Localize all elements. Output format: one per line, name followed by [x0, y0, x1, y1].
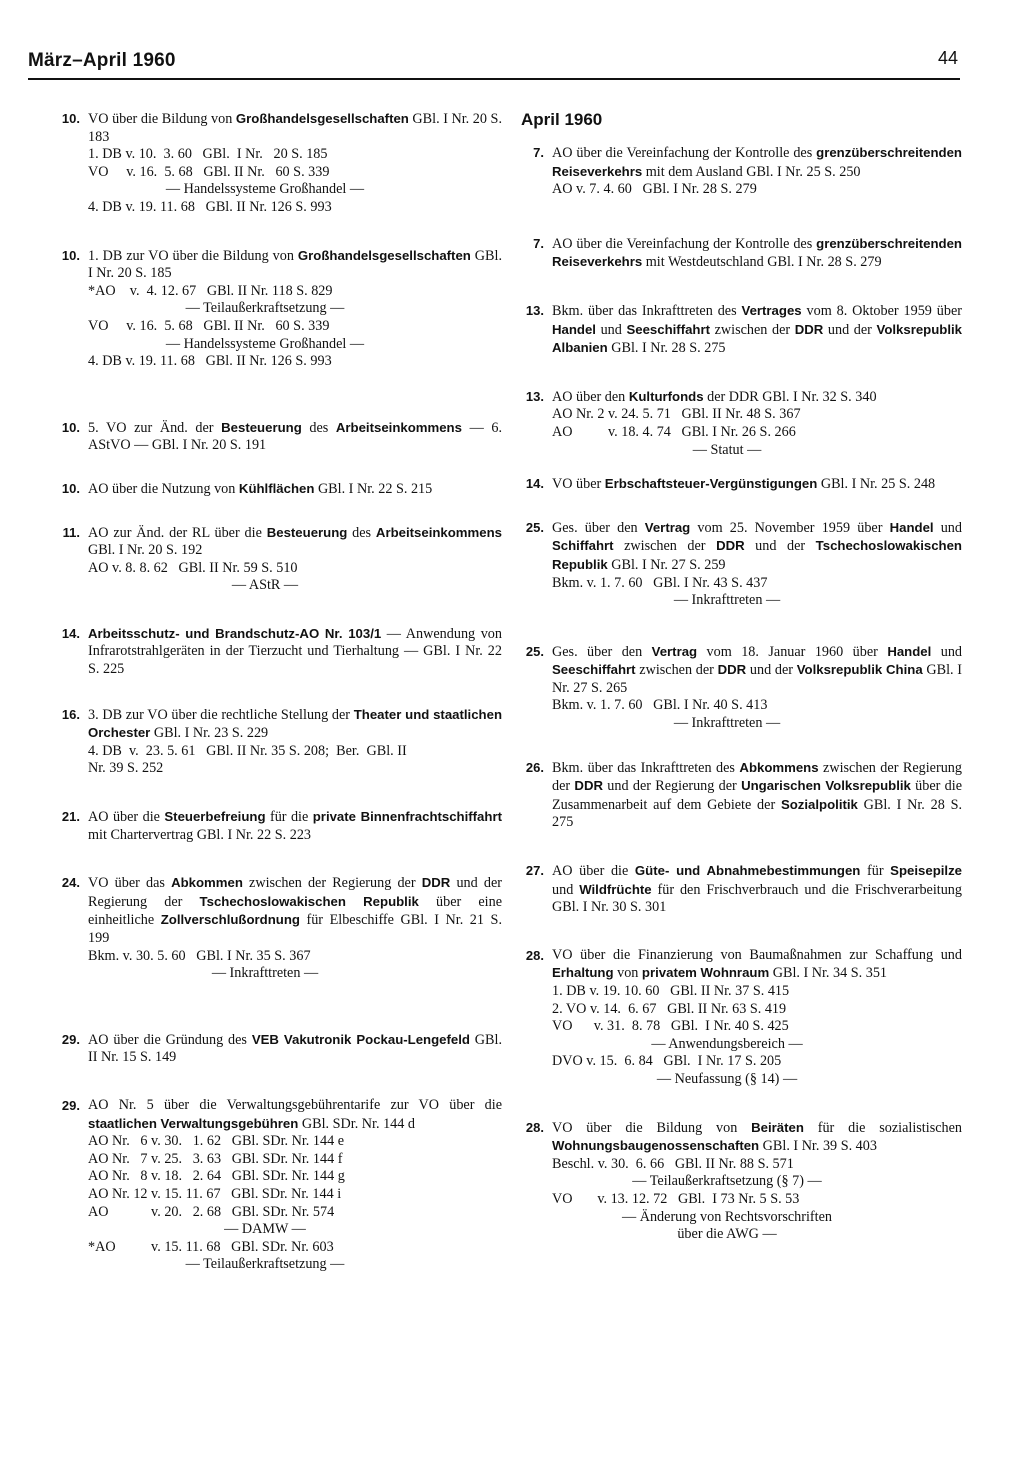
register-entry — [516, 519, 962, 610]
entry-title — [88, 706, 502, 743]
amendment-line: 1. DB v. 19. 10. 60 GBl. II Nr. 37 S. 415 — [552, 983, 790, 999]
amendment-line: Bkm. v. 30. 5. 60 GBl. I Nr. 35 S. 367 — [88, 947, 311, 964]
register-entry — [516, 643, 962, 733]
entry-keyword: Handel — [552, 321, 596, 337]
entry-keyword: Ungarischen Volksrepublik — [741, 778, 911, 794]
register-entry — [516, 144, 962, 199]
entry-date: 10. — [61, 247, 80, 263]
entry-keyword: Abkommen — [171, 875, 243, 891]
entry-text: VO über die Finanzierung von Baumaßnahmen zur Schaffung und — [552, 946, 962, 963]
entry-text: — 6. AStVO — GBl. I Nr. 20 S. 191 — [88, 419, 502, 454]
amendment-line: AO Nr. 2 v. 24. 5. 71 GBl. II Nr. 48 S. 367 — [552, 406, 801, 423]
register-entry — [516, 475, 962, 494]
amendment-line: AO v. 7. 4. 60 GBl. I Nr. 28 S. 279 — [552, 181, 757, 198]
entry-text: und — [552, 881, 580, 898]
entry-date: 16. — [61, 706, 80, 722]
register-entry — [52, 625, 502, 679]
register-entry — [52, 1031, 502, 1067]
amendment-line: *AO v. 15. 11. 68 GBl. SDr. Nr. 603 — [88, 1238, 334, 1255]
entry-date: 25. — [525, 519, 544, 535]
entry-text: GBl. SDr. Nr. 144 d — [298, 1115, 415, 1132]
entry-text: VO über die Bildung von — [88, 111, 236, 127]
entry-text: GBl. I Nr. 28 S. 275 — [607, 340, 726, 357]
entry-text: für die sozialistischen — [803, 1119, 962, 1136]
amendment-note: — Teilaußerkraftsetzung (§ 7) — — [632, 1173, 822, 1190]
entry-keyword: Theater und staatlichen Orchester — [88, 706, 502, 741]
entry-text: und — [595, 321, 627, 338]
amendment-note: — Inkrafttreten — — [673, 592, 781, 609]
entry-keyword: DDR — [717, 662, 747, 678]
entry-keyword: Steuerbefreiung — [164, 809, 266, 825]
entry-title — [552, 862, 962, 917]
amendment-note: — Teilaußerkraftsetzung — — [185, 1256, 345, 1273]
entry-title — [88, 874, 502, 947]
amendment-line: Beschl. v. 30. 6. 66 GBl. II Nr. 88 S. 571 — [552, 1155, 794, 1172]
entry-text: Ges. über den — [552, 519, 645, 536]
amendment-line: VO v. 31. 8. 78 GBl. I Nr. 40 S. 425 — [552, 1018, 789, 1035]
entry-title — [88, 1031, 502, 1067]
entry-keyword: Vertrages — [741, 302, 802, 318]
entry-text: GBl. I Nr. 27 S. 259 — [607, 556, 726, 573]
entry-text: und der — [744, 538, 816, 555]
amendment-line: DVO v. 15. 6. 84 GBl. I Nr. 17 S. 205 — [552, 1053, 782, 1070]
entry-title — [552, 643, 962, 698]
entry-date: 7. — [533, 145, 544, 160]
entry-keyword: DDR — [574, 778, 603, 794]
entry-text: — Anwendung von Infrarotstrahlgeräten in der Tierzucht und Tierhaltung — GBl. I Nr. 22 S. 225 — [88, 625, 502, 678]
entry-text: zwischen der Regierung der — [552, 759, 962, 795]
amendment-note: — Inkrafttreten — — [211, 965, 319, 982]
entry-keyword: DDR — [794, 321, 824, 337]
entry-date: 13. — [525, 388, 544, 404]
entry-text: über die Zusammenarbeit auf dem Gebiete der — [552, 778, 963, 813]
entry-keyword: Schiffahrt — [552, 538, 614, 554]
entry-date: 28. — [525, 1119, 544, 1135]
entry-title — [552, 302, 962, 358]
entry-keyword: private Binnenfrachtschiffahrt — [312, 809, 502, 825]
entry-text: AO über die Vereinfachung der Kontrolle des — [552, 235, 817, 252]
entry-text: Ges. über den — [552, 643, 652, 660]
amendment-note: — Handelssysteme Großhandel — — [165, 335, 365, 352]
amendment-line: AO Nr. 8 v. 18. 2. 64 GBl. SDr. Nr. 144 g — [88, 1168, 345, 1185]
entry-keyword: Kühlflächen — [238, 480, 315, 496]
entry-keyword: privatem Wohnraum — [641, 965, 770, 981]
register-entry — [52, 874, 502, 983]
amendment-line: Bkm. v. 1. 7. 60 GBl. I Nr. 43 S. 437 — [552, 574, 768, 591]
entry-text: für — [860, 863, 891, 880]
entry-keyword: Besteuerung — [221, 419, 302, 435]
entry-text: mit Westdeutschland GBl. I Nr. 28 S. 279 — [642, 254, 882, 271]
entry-title — [88, 1097, 502, 1133]
register-entry — [52, 419, 502, 455]
entry-text: und — [931, 643, 963, 660]
entry-keyword: Volksrepublik Albanien — [552, 321, 962, 356]
entry-text: GBl. II Nr. 15 S. 149 — [88, 1031, 502, 1066]
entry-title — [552, 1119, 962, 1156]
amendment-line: AO Nr. 12 v. 15. 11. 67 GBl. SDr. Nr. 144 i — [88, 1185, 342, 1202]
entry-keyword: Seeschiffahrt — [552, 662, 636, 678]
entry-keyword: Großhandelsgesellschaften — [297, 247, 471, 263]
entry-keyword: Zollverschlußordnung — [160, 912, 300, 928]
amendment-line: 4. DB v. 19. 11. 68 GBl. II Nr. 126 S. 993 — [88, 198, 332, 215]
entry-title — [88, 247, 502, 283]
entry-text: GBl. I Nr. 25 S. 248 — [817, 476, 936, 493]
entry-text: GBl. I Nr. 34 S. 351 — [769, 965, 888, 982]
amendment-line: AO v. 20. 2. 68 GBl. SDr. Nr. 574 — [88, 1203, 335, 1220]
amendment-note: — Neufassung (§ 14) — — [656, 1070, 798, 1087]
register-entry — [516, 235, 962, 272]
page-number: 44 — [937, 48, 958, 68]
entry-text: zwischen der — [613, 538, 717, 555]
entry-text: zwischen der Regierung der — [242, 875, 422, 892]
entry-text: zwischen der — [710, 321, 795, 338]
entry-text: mit dem Ausland GBl. I Nr. 25 S. 250 — [642, 163, 861, 180]
entry-date: 29. — [61, 1031, 80, 1047]
entry-keyword: Beiräten — [751, 1119, 804, 1135]
amendment-note: — Änderung von Rechtsvorschriften — [621, 1208, 832, 1225]
entry-text: für den Frischverbrauch und die Frischverarbeitung GBl. I Nr. 30 S. 301 — [552, 881, 962, 916]
entry-text: GBl. I Nr. 28 S. 275 — [552, 796, 963, 831]
entry-text: 3. DB zur VO über die rechtliche Stellung der — [88, 706, 354, 723]
entry-title — [552, 759, 962, 832]
entry-date: 24. — [61, 875, 80, 891]
entry-keyword: Handel — [889, 519, 934, 535]
entry-keyword: Handel — [887, 643, 932, 659]
entry-title — [88, 480, 502, 499]
entry-title — [88, 625, 502, 679]
entry-text: AO über die — [88, 809, 165, 826]
entry-title — [552, 475, 962, 494]
entry-date: 14. — [61, 625, 80, 641]
entry-title — [88, 419, 502, 455]
amendment-note: — AStR — — [231, 577, 299, 594]
entry-title — [88, 524, 502, 560]
header-rule — [28, 78, 960, 80]
entry-keyword: grenzüberschreitenden Reiseverkehrs — [552, 235, 962, 270]
entry-text: AO über die Nutzung von — [88, 480, 239, 497]
entry-text: GBl. I Nr. 23 S. 229 — [150, 725, 269, 742]
entry-text: VO über das — [88, 875, 172, 892]
entry-keyword: Tschechoslowakischen Republik — [552, 538, 962, 572]
entry-keyword: staatlichen Verwaltungsgebühren — [88, 1115, 299, 1131]
entry-title — [552, 519, 962, 575]
entry-text: für Elbeschiffe GBl. I Nr. 21 S. 199 — [88, 912, 502, 946]
entry-text: von — [613, 965, 642, 982]
amendment-line: VO v. 13. 12. 72 GBl. I 73 Nr. 5 S. 53 — [552, 1190, 800, 1207]
entry-keyword: Vertrag — [644, 519, 691, 535]
amendment-line: AO v. 18. 4. 74 GBl. I Nr. 26 S. 266 — [552, 423, 796, 440]
entry-text: der DDR GBl. I Nr. 32 S. 340 — [703, 388, 877, 405]
entry-text: und der Regierung der — [88, 875, 502, 910]
entry-keyword: Speisepilze — [890, 863, 963, 879]
entry-title — [552, 144, 962, 181]
entry-text: AO zur Änd. der RL über die — [88, 524, 267, 541]
entry-text: und der — [746, 662, 797, 679]
entry-date: 28. — [525, 947, 544, 963]
amendment-line: AO Nr. 7 v. 25. 3. 63 GBl. SDr. Nr. 144 f — [88, 1150, 343, 1167]
entry-date: 7. — [533, 235, 544, 251]
amendment-line: 4. DB v. 19. 11. 68 GBl. II Nr. 126 S. 993 — [88, 353, 332, 370]
entry-text: des — [301, 419, 336, 436]
entry-keyword: Besteuerung — [266, 524, 348, 540]
entry-keyword: Sozialpolitik — [780, 796, 858, 812]
entry-date: 29. — [61, 1097, 80, 1113]
register-entry — [516, 1119, 962, 1244]
amendment-note: — DAMW — — [224, 1221, 306, 1238]
amendment-note: — Inkrafttreten — — [673, 715, 781, 732]
entry-keyword: Arbeitsschutz- und Brandschutz-AO Nr. 103/1 — [88, 625, 382, 641]
entry-keyword: Erbschaftsteuer-Vergünstigungen — [604, 476, 818, 492]
entry-keyword: Vertrag — [651, 643, 698, 659]
entry-keyword: DDR — [716, 538, 745, 554]
entry-date: 27. — [525, 863, 544, 879]
register-entry — [52, 524, 502, 595]
entry-title — [88, 808, 502, 844]
entry-text: GBl. I Nr. 39 S. 403 — [759, 1138, 877, 1155]
register-entry — [516, 759, 962, 832]
entry-text: mit Chartervertrag GBl. I Nr. 22 S. 223 — [88, 826, 312, 843]
entry-text: GBl. I Nr. 20 S. 185 — [88, 247, 502, 282]
entry-keyword: Arbeitseinkommens — [375, 524, 502, 540]
entry-text: AO über die Vereinfachung der Kontrolle des — [552, 145, 817, 161]
entry-text: VO über — [552, 476, 605, 493]
amendment-note: — Statut — — [692, 441, 762, 458]
amendment-line: 4. DB v. 23. 5. 61 GBl. II Nr. 35 S. 208; Ber. GBl. II — [88, 742, 407, 759]
entry-keyword: VEB Vakutronik Pockau-Lengefeld — [251, 1031, 470, 1047]
entry-text: über eine einheitliche — [88, 893, 503, 929]
entry-text: des — [347, 524, 376, 541]
entry-text: GBl. I Nr. 20 S. 192 — [88, 542, 203, 559]
entry-date: 26. — [525, 759, 544, 775]
entry-text: 1. DB zur VO über die Bildung von — [88, 247, 298, 264]
entry-text: vom 18. Januar 1960 über — [697, 643, 888, 660]
entry-text: VO über die Bildung von — [552, 1119, 752, 1136]
entry-text: vom 25. November 1959 über — [690, 519, 890, 536]
amendment-line: 2. VO v. 14. 6. 67 GBl. II Nr. 63 S. 419 — [552, 1000, 787, 1017]
entry-date: 13. — [525, 302, 544, 318]
amendment-note: — Handelssysteme Großhandel — — [165, 181, 365, 198]
register-entry — [52, 1097, 502, 1274]
entry-text: und der — [823, 321, 877, 338]
entry-date: 10. — [61, 419, 80, 435]
register-entry — [52, 110, 502, 217]
entry-text: Bkm. über das Inkrafttreten des — [552, 302, 742, 319]
entry-date: 21. — [61, 809, 80, 825]
amendment-note: — Anwendungsbereich — — [651, 1035, 803, 1052]
entry-date: 25. — [525, 643, 544, 659]
entry-date: 10. — [61, 480, 80, 496]
entry-keyword: grenzüberschreitenden Reiseverkehrs — [552, 145, 962, 179]
entry-text: für die — [265, 809, 313, 826]
entry-text: AO über die Gründung des — [88, 1031, 252, 1048]
right-column — [516, 110, 962, 1244]
section-heading: April 1960 — [521, 110, 603, 129]
entry-text: und — [933, 519, 962, 536]
entry-title — [552, 947, 962, 983]
register-entry — [52, 808, 502, 844]
amendment-line: Nr. 39 S. 252 — [88, 760, 164, 777]
entry-text: GBl. I Nr. 27 S. 265 — [552, 662, 963, 696]
register-entry — [516, 947, 962, 1089]
register-entry — [516, 862, 962, 917]
entry-keyword: Kulturfonds — [628, 388, 704, 404]
entry-keyword: Güte- und Abnahmebestimmungen — [634, 863, 861, 879]
entry-text: vom 8. Oktober 1959 über — [801, 302, 962, 319]
amendment-line: VO v. 16. 5. 68 GBl. II Nr. 60 S. 339 — [88, 163, 330, 180]
entry-keyword: Erhaltung — [552, 965, 614, 981]
entry-text: zwischen der — [635, 662, 718, 679]
register-entry — [516, 302, 962, 358]
entry-title — [552, 235, 962, 272]
entry-text: GBl. I Nr. 22 S. 215 — [314, 480, 433, 497]
entry-keyword: Tschechoslowakischen Republik — [199, 893, 419, 909]
amendment-line: AO Nr. 6 v. 30. 1. 62 GBl. SDr. Nr. 144 e — [88, 1133, 345, 1150]
entry-date: 10. — [61, 111, 80, 126]
register-entry — [52, 706, 502, 778]
entry-keyword: Wohnungsbaugenossenschaften — [552, 1138, 760, 1154]
left-column — [52, 110, 502, 1274]
entry-date: 11. — [62, 524, 80, 540]
entry-keyword: Großhandelsgesellschaften — [235, 111, 409, 126]
amendment-note: über die AWG — — [677, 1226, 777, 1243]
register-entry — [52, 480, 502, 499]
entry-text: AO Nr. 5 über die Verwaltungsgebührentarife zur VO über die — [88, 1096, 502, 1113]
entry-keyword: Wildfrüchte — [579, 881, 652, 897]
entry-keyword: Arbeitseinkommens — [335, 419, 462, 435]
entry-text: 5. VO zur Änd. der — [88, 419, 222, 436]
entry-text: und der Regierung der — [603, 778, 742, 795]
right-entries — [516, 144, 962, 1244]
entry-keyword: DDR — [421, 875, 451, 891]
amendment-line: Bkm. v. 1. 7. 60 GBl. I Nr. 40 S. 413 — [552, 697, 768, 714]
entry-date: 14. — [525, 476, 544, 492]
entry-text: AO über die — [552, 863, 635, 880]
entry-keyword: Volksrepublik China — [796, 662, 923, 678]
entry-text: GBl. I Nr. 20 S. 183 — [88, 111, 502, 145]
amendment-line: AO v. 8. 8. 62 GBl. II Nr. 59 S. 510 — [88, 559, 298, 576]
page-header-title: März–April 1960 — [28, 50, 176, 71]
amendment-note: — Teilaußerkraftsetzung — — [185, 300, 345, 317]
entry-title — [552, 388, 962, 407]
entry-text: Bkm. über das Inkrafttreten des — [552, 759, 740, 776]
amendment-line: 1. DB v. 10. 3. 60 GBl. I Nr. 20 S. 185 — [88, 146, 328, 163]
register-entry — [516, 388, 962, 459]
entry-title — [88, 110, 502, 146]
entry-text: AO über den — [552, 388, 629, 405]
entry-keyword: Seeschiffahrt — [626, 321, 711, 337]
entry-keyword: Abkommens — [739, 759, 819, 775]
amendment-line: *AO v. 4. 12. 67 GBl. II Nr. 118 S. 829 — [88, 282, 333, 299]
register-entry — [52, 247, 502, 371]
amendment-line: VO v. 16. 5. 68 GBl. II Nr. 60 S. 339 — [88, 317, 330, 334]
